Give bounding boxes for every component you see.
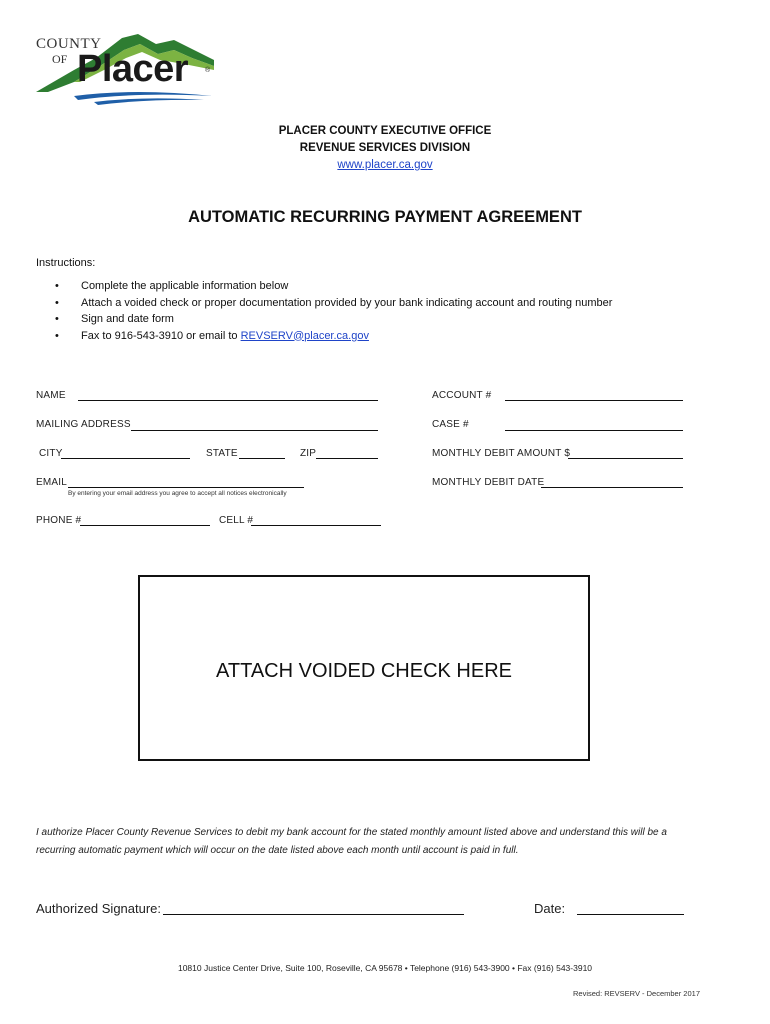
instructions-heading: Instructions: <box>36 257 96 269</box>
phone-label: PHONE # <box>36 515 82 526</box>
case-label: CASE # <box>432 419 469 430</box>
logo-of-text: OF <box>52 52 68 66</box>
bullet-icon: • <box>55 329 59 342</box>
form-title: AUTOMATIC RECURRING PAYMENT AGREEMENT <box>188 208 582 226</box>
name-field[interactable] <box>78 400 378 401</box>
zip-label: ZIP <box>300 448 317 459</box>
instruction-item <box>55 279 612 296</box>
revision-note: Revised: REVSERV - December 2017 <box>572 989 700 998</box>
zip-field[interactable] <box>316 458 378 459</box>
office-heading: PLACER COUNTY EXECUTIVE OFFICE <box>278 125 492 137</box>
logo-county-text: COUNTY <box>36 36 102 52</box>
bullet-icon: • <box>55 280 59 292</box>
instruction-item <box>55 296 612 313</box>
website-link[interactable]: www.placer.ca.gov <box>337 159 433 171</box>
email-field[interactable] <box>68 487 304 488</box>
case-field[interactable] <box>505 430 683 431</box>
account-field[interactable] <box>505 400 683 401</box>
instruction-item <box>55 329 612 346</box>
bullet-icon: • <box>55 313 59 325</box>
logo-water-swoosh-2 <box>94 98 204 105</box>
logo-placer-text: Placer <box>77 48 189 90</box>
email-consent-note: By entering your email address you agree to accept all notices electronically <box>68 490 287 497</box>
authorization-line-1: I authorize Placer County Revenue Services to debit my bank account for the stated monthly amount listed above and understand this will be a <box>36 827 667 838</box>
instructions-list <box>55 279 612 345</box>
cell-label: CELL # <box>219 515 254 526</box>
monthly-date-field[interactable] <box>541 487 683 488</box>
signature-field[interactable] <box>163 914 464 915</box>
date-label: Date: <box>534 901 566 916</box>
mailing-address-label: MAILING ADDRESS <box>36 419 131 430</box>
instruction-text: Fax to 916-543-3910 or email to <box>81 329 241 342</box>
monthly-date-label: MONTHLY DEBIT DATE <box>432 477 545 488</box>
signature-label: Authorized Signature: <box>36 901 162 916</box>
instruction-text: Complete the applicable information below <box>81 280 289 292</box>
instruction-text: Sign and date form <box>81 313 174 325</box>
logo-registered-mark: ® <box>205 67 211 74</box>
date-field[interactable] <box>577 914 684 915</box>
footer-address: 10810 Justice Center Drive, Suite 100, Roseville, CA 95678 • Telephone (916) 543-3900 • Fax (916) 543-3910 <box>177 963 593 973</box>
name-label: NAME <box>36 390 66 401</box>
division-heading: REVENUE SERVICES DIVISION <box>299 142 471 154</box>
authorization-line-2: recurring automatic payment which will occur on the date listed above each month until account is paid in full. <box>36 845 519 856</box>
bullet-icon: • <box>55 296 59 309</box>
email-link[interactable]: REVSERV@placer.ca.gov <box>240 329 369 342</box>
city-field[interactable] <box>61 458 190 459</box>
instruction-text: Attach a voided check or proper documentation provided by your bank indicating account and routing number <box>81 296 613 309</box>
phone-field[interactable] <box>80 525 210 526</box>
cell-field[interactable] <box>251 525 381 526</box>
monthly-amount-label: MONTHLY DEBIT AMOUNT $ <box>432 448 571 459</box>
state-field[interactable] <box>239 458 285 459</box>
mailing-address-field[interactable] <box>131 430 378 431</box>
city-label: CITY <box>39 448 63 459</box>
monthly-amount-field[interactable] <box>568 458 683 459</box>
voided-check-label: ATTACH VOIDED CHECK HERE <box>216 660 512 682</box>
email-label: EMAIL <box>36 477 68 488</box>
account-label: ACCOUNT # <box>432 390 492 401</box>
state-label: STATE <box>206 448 238 459</box>
instruction-item <box>55 312 612 329</box>
